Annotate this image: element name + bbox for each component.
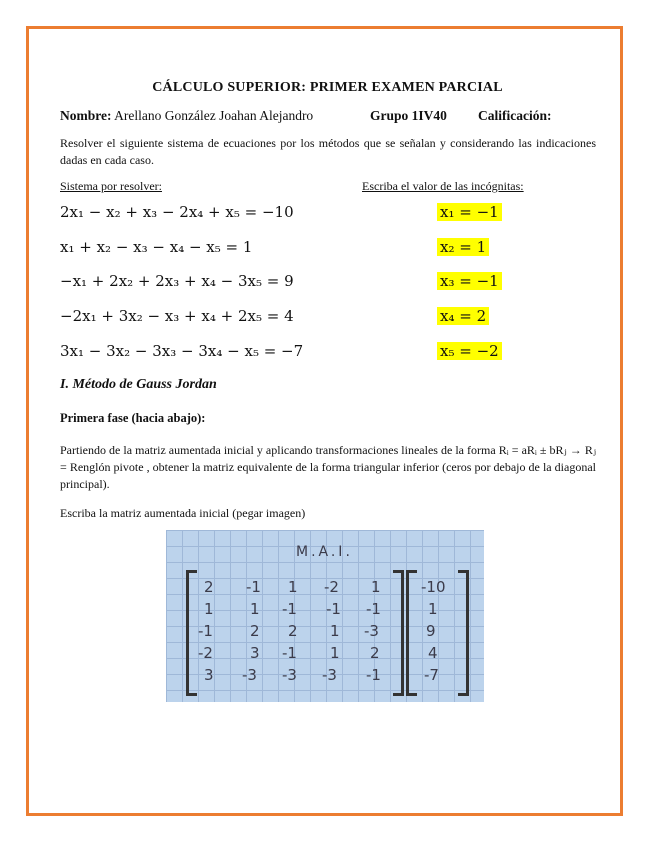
cell: -1 <box>366 600 381 618</box>
grade-label: Calificación: <box>478 108 552 123</box>
answer-x2: x₂ = 1 <box>437 238 489 256</box>
cell: -1 <box>282 644 297 662</box>
cell: 2 <box>204 578 214 596</box>
cell: 1 <box>288 578 298 596</box>
equation-3: −x₁ + 2x₂ + 2x₃ + x₄ − 3x₅ = 9 <box>60 272 294 290</box>
name-value: Arellano González Joahan Alejandro <box>114 108 314 123</box>
cell: -3 <box>364 622 379 640</box>
cell: -3 <box>322 666 337 684</box>
cell: 1 <box>204 600 214 618</box>
matrix-title: M.A.I. <box>296 544 353 560</box>
cell: 1 <box>250 600 260 618</box>
augment-left-bracket <box>406 570 417 696</box>
cell: 2 <box>370 644 380 662</box>
matrix-image <box>166 530 484 702</box>
cell: -2 <box>324 578 339 596</box>
cell: 3 <box>250 644 260 662</box>
augment-right-bracket <box>458 570 469 696</box>
answer-x1: x₁ = −1 <box>437 203 502 221</box>
cell: 9 <box>426 622 436 640</box>
section-title: I. Método de Gauss Jordan <box>60 377 217 392</box>
unknowns-label: Escriba el valor de las incógnitas: <box>362 179 524 193</box>
subsection-title: Primera fase (hacia abajo): <box>60 411 206 425</box>
cell: 3 <box>204 666 214 684</box>
left-bracket <box>186 570 197 696</box>
student-name-row <box>60 108 313 124</box>
exam-title: CÁLCULO SUPERIOR: PRIMER EXAMEN PARCIAL <box>152 80 503 95</box>
inner-right-bracket <box>393 570 404 696</box>
cell: 1 <box>428 600 438 618</box>
description: Partiendo de la matriz aumentada inicial y aplicando transformaciones lineales de la forma Rᵢ = aRᵢ ± bRⱼ → Rⱼ = Renglón pivote , obtener la matriz equivalente de la forma triangular inferior (ceros por debajo de la diagonal principal). <box>60 443 596 491</box>
equation-5: 3x₁ − 3x₂ − 3x₃ − 3x₄ − x₅ = −7 <box>60 342 304 360</box>
cell: 1 <box>371 578 381 596</box>
answer-x4: x₄ = 2 <box>437 307 489 325</box>
prompt: Escriba la matriz aumentada inicial (pegar imagen) <box>60 506 306 520</box>
equation-1: 2x₁ − x₂ + x₃ − 2x₄ + x₅ = −10 <box>60 203 294 221</box>
instructions: Resolver el siguiente sistema de ecuaciones por los métodos que se señalan y considerando las indicaciones dadas en cada caso. <box>60 136 596 167</box>
answer-x3: x₃ = −1 <box>437 272 502 290</box>
cell: -1 <box>366 666 381 684</box>
cell: -1 <box>198 622 213 640</box>
equation-2: x₁ + x₂ − x₃ − x₄ − x₅ = 1 <box>60 238 253 256</box>
cell: -1 <box>246 578 261 596</box>
equation-4: −2x₁ + 3x₂ − x₃ + x₄ + 2x₅ = 4 <box>60 307 294 325</box>
cell: -2 <box>198 644 213 662</box>
cell: -1 <box>326 600 341 618</box>
cell: 2 <box>250 622 260 640</box>
cell: -10 <box>421 578 446 596</box>
cell: -1 <box>282 600 297 618</box>
cell: -3 <box>282 666 297 684</box>
answer-x5: x₅ = −2 <box>437 342 502 360</box>
cell: -7 <box>424 666 439 684</box>
system-label: Sistema por resolver: <box>60 179 162 193</box>
name-label: Nombre: <box>60 108 112 123</box>
cell: 1 <box>330 644 340 662</box>
cell: -3 <box>242 666 257 684</box>
cell: 4 <box>428 644 438 662</box>
cell: 2 <box>288 622 298 640</box>
cell: 1 <box>330 622 340 640</box>
group-label: Grupo 1IV40 <box>370 108 447 123</box>
